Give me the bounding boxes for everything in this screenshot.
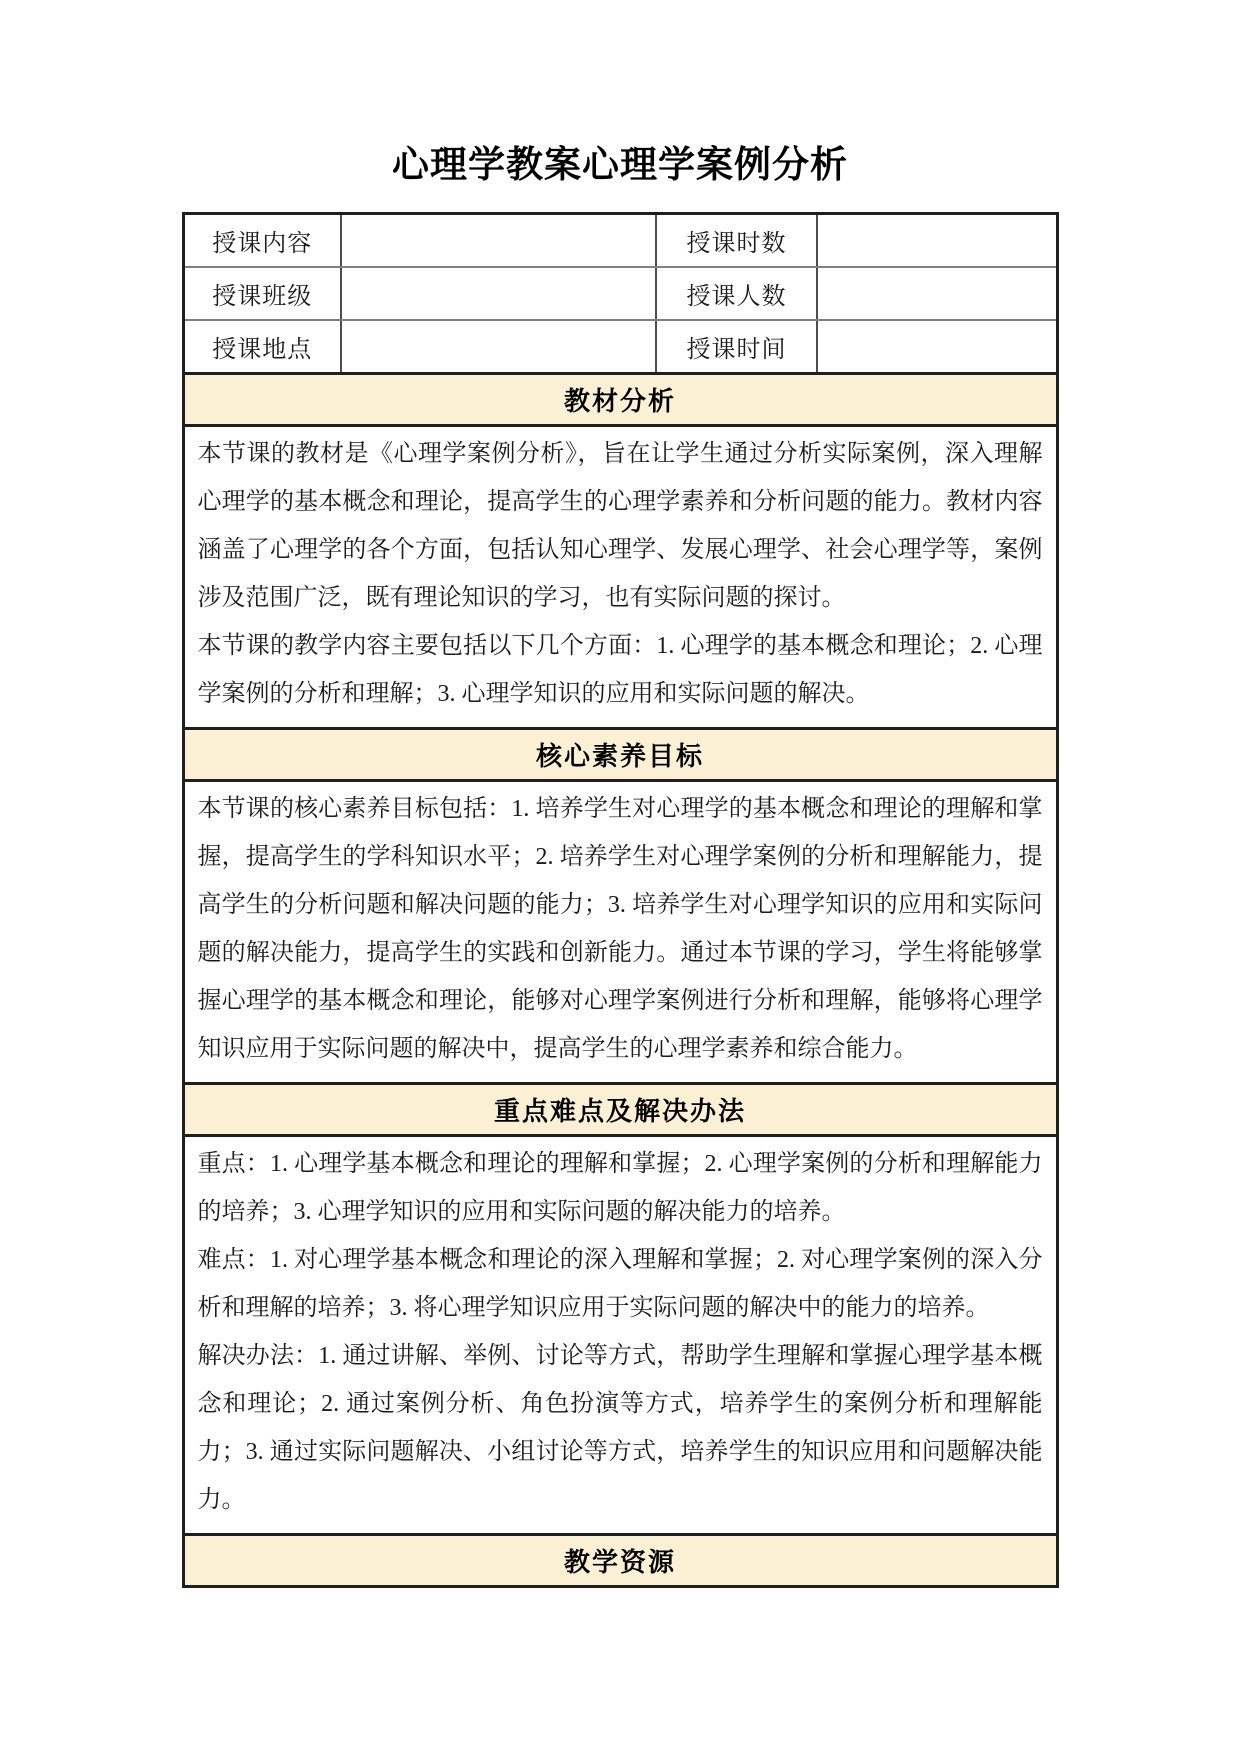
section-body-key-difficulties-solutions: [183, 1135, 1057, 1534]
table-row-section-body: [183, 425, 1057, 728]
field-teaching-class[interactable]: [341, 267, 656, 320]
table-row-section-header: [183, 1534, 1057, 1586]
field-teaching-time[interactable]: [817, 320, 1057, 374]
section-body-core-competency-goals: [183, 780, 1057, 1083]
lesson-plan-table: [182, 212, 1059, 1588]
field-teaching-location[interactable]: [341, 320, 656, 374]
paragraph: 本节课的教学内容主要包括以下几个方面：1. 心理学的基本概念和理论；2. 心理学案例的分析和理解；3. 心理学知识的应用和实际问题的解决。: [197, 632, 1043, 707]
paragraph: 解决办法：1. 通过讲解、举例、讨论等方式，帮助学生理解和掌握心理学基本概念和理论；2. 通过案例分析、角色扮演等方式，培养学生的案例分析和理解能力；3. 通过实际问题解决、小组讨论等方式，培养学生的知识应用和问题解决能力。: [197, 1342, 1043, 1513]
label-teaching-time: 授课时间: [656, 320, 817, 374]
section-header-textbook-analysis: 教材分析: [183, 373, 1057, 425]
table-row-section-body: [183, 780, 1057, 1083]
field-teaching-content[interactable]: [341, 213, 656, 267]
paragraph: 重点：1. 心理学基本概念和理论的理解和掌握；2. 心理学案例的分析和理解能力的培养；3. 心理学知识的应用和实际问题的解决能力的培养。: [197, 1150, 1043, 1225]
paragraph: 本节课的核心素养目标包括：1. 培养学生对心理学的基本概念和理论的理解和掌握，提高学生的学科知识水平；2. 培养学生对心理学案例的分析和理解能力，提高学生的分析问题和解决问题的能力；3. 培养学生对心理学知识的应用和实际问题的解决能力，提高学生的实践和创新能力。通过本节课的学习，学生将能够掌握心理学的基本概念和理论，能够对心理学案例进行分析和理解，能够将心理学知识应用于实际问题的解决中，提高学生的心理学素养和综合能力。: [197, 795, 1043, 1062]
section-header-teaching-resources: 教学资源: [183, 1534, 1057, 1586]
table-row-section-header: [183, 373, 1057, 425]
paragraph: 本节课的教材是《心理学案例分析》，旨在让学生通过分析实际案例，深入理解心理学的基本概念和理论，提高学生的心理学素养和分析问题的能力。教材内容涵盖了心理学的各个方面，包括认知心理学、发展心理学、社会心理学等，案例涉及范围广泛，既有理论知识的学习，也有实际问题的探讨。: [197, 440, 1043, 611]
label-teaching-content: 授课内容: [183, 213, 341, 267]
section-header-key-difficulties-solutions: 重点难点及解决办法: [183, 1083, 1057, 1135]
table-row-course-info-2: [183, 267, 1057, 320]
label-student-count: 授课人数: [656, 267, 817, 320]
paragraph: 难点：1. 对心理学基本概念和理论的深入理解和掌握；2. 对心理学案例的深入分析和理解的培养；3. 将心理学知识应用于实际问题的解决中的能力的培养。: [197, 1246, 1043, 1321]
label-teaching-hours: 授课时数: [656, 213, 817, 267]
section-body-textbook-analysis: [183, 425, 1057, 728]
table-row-section-header: [183, 728, 1057, 780]
field-teaching-hours[interactable]: [817, 213, 1057, 267]
field-student-count[interactable]: [817, 267, 1057, 320]
label-teaching-location: 授课地点: [183, 320, 341, 374]
table-row-section-body: [183, 1135, 1057, 1534]
table-row-section-header: [183, 1083, 1057, 1135]
label-teaching-class: 授课班级: [183, 267, 341, 320]
section-header-core-competency-goals: 核心素养目标: [183, 728, 1057, 780]
page-title: 心理学教案心理学案例分析: [392, 144, 848, 185]
table-row-course-info-1: [183, 213, 1057, 267]
table-row-course-info-3: [183, 320, 1057, 374]
